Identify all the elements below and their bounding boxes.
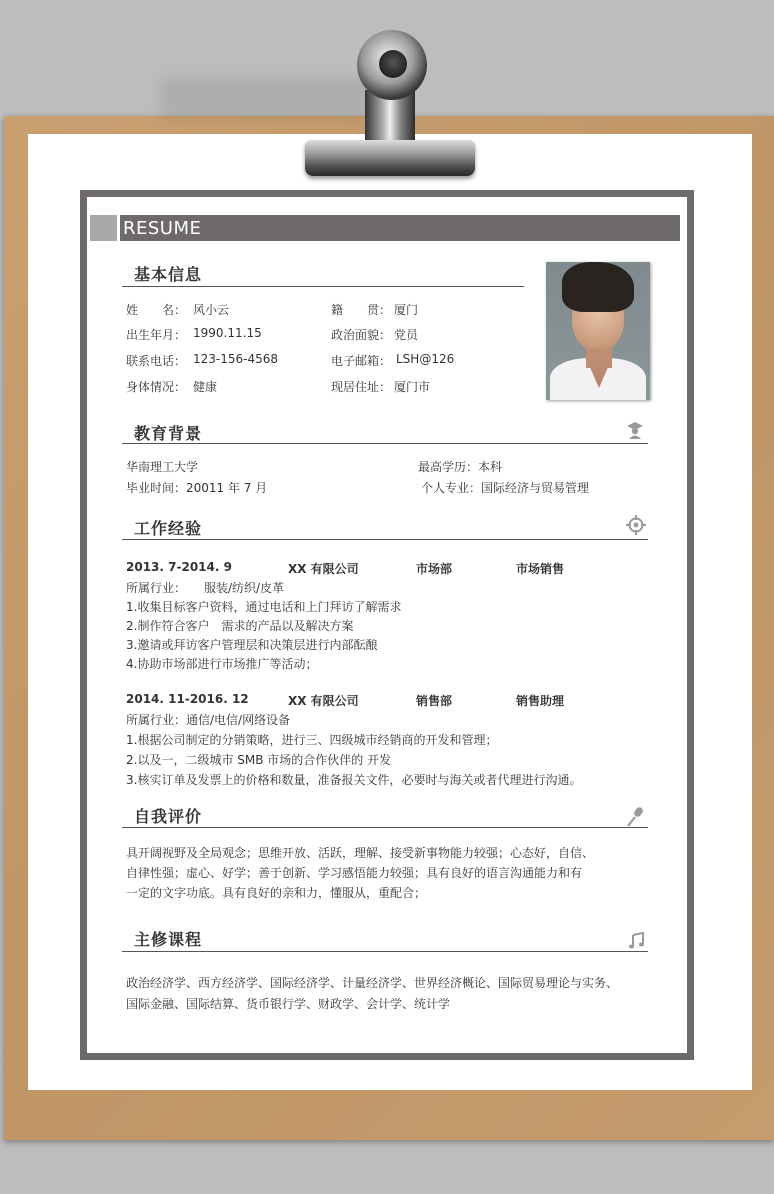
target-icon bbox=[626, 515, 646, 535]
basic-label: 电子邮箱： bbox=[331, 354, 392, 368]
section-line-basic bbox=[122, 286, 524, 287]
music-note-icon bbox=[628, 932, 646, 950]
basic-label: 身体情况： bbox=[126, 380, 187, 394]
job-duty: 1.收集目标客户资料，通过电话和上门拜访了解需求 bbox=[126, 600, 402, 614]
graduate-icon bbox=[626, 421, 644, 439]
basic-value: 风小云 bbox=[193, 303, 230, 317]
section-title-basic: 基本信息 bbox=[134, 265, 203, 284]
section-title-education: 教育背景 bbox=[134, 424, 203, 443]
resume-header bbox=[90, 215, 680, 241]
basic-value: 1990.11.15 bbox=[193, 326, 262, 340]
job-industry: 所属行业：通信/电信/网络设备 bbox=[126, 713, 291, 727]
job-role: 销售助理 bbox=[516, 694, 565, 708]
section-line-courses bbox=[122, 951, 648, 952]
edu-degree: 最高学历：本科 bbox=[418, 460, 503, 474]
basic-label: 政治面貌： bbox=[331, 328, 392, 342]
section-title-courses: 主修课程 bbox=[134, 930, 203, 949]
job-duty: 1.根据公司制定的分销策略，进行三、四级城市经销商的开发和管理； bbox=[126, 733, 498, 747]
basic-value: 厦门 bbox=[394, 303, 419, 317]
section-line-work bbox=[122, 539, 648, 540]
basic-label: 籍 贯： bbox=[331, 303, 392, 317]
section-line-education bbox=[122, 443, 648, 444]
job-duty: 3.邀请或拜访客户管理层和决策层进行内部酝酿 bbox=[126, 638, 378, 652]
courses-line: 政治经济学、西方经济学、国际经济学、计量经济学、世界经济概论、国际贸易理论与实务、 bbox=[126, 976, 619, 990]
self-eval-line: 具开阔视野及全局观念；思维开放、活跃，理解、接受新事物能力较强；心态好，自信、 bbox=[126, 846, 595, 860]
job-company: XX 有限公司 bbox=[288, 562, 359, 576]
portrait-photo bbox=[546, 262, 650, 400]
job-period: 2013. 7-2014. 9 bbox=[126, 560, 232, 574]
basic-value: 党员 bbox=[394, 328, 419, 342]
job-duty: 3.核实订单及发票上的价格和数量，准备报关文件，必要时与海关或者代理进行沟通。 bbox=[126, 773, 582, 787]
edu-major: 个人专业：国际经济与贸易管理 bbox=[421, 481, 590, 495]
header-square bbox=[90, 215, 117, 241]
job-duty: 4.协助市场部进行市场推广等活动； bbox=[126, 657, 318, 671]
job-period: 2014. 11-2016. 12 bbox=[126, 692, 249, 706]
self-eval-line: 一定的文字功底。具有良好的亲和力，懂服从，重配合； bbox=[126, 886, 427, 900]
basic-label: 现居住址： bbox=[331, 380, 392, 394]
basic-label: 姓 名： bbox=[126, 303, 187, 317]
edu-school: 华南理工大学 bbox=[126, 460, 199, 474]
microphone-icon bbox=[626, 806, 646, 828]
section-line-self-eval bbox=[122, 827, 648, 828]
basic-value: 123-156-4568 bbox=[193, 352, 279, 366]
basic-label: 出生年月： bbox=[126, 328, 187, 342]
basic-value: LSH@126 bbox=[396, 352, 455, 366]
edu-grad-date: 毕业时间：20011 年 7 月 bbox=[126, 481, 268, 495]
section-title-self-eval: 自我评价 bbox=[134, 807, 203, 826]
basic-value: 健康 bbox=[193, 380, 218, 394]
job-industry: 所属行业： 服装/纺织/皮革 bbox=[126, 581, 285, 595]
job-company: XX 有限公司 bbox=[288, 694, 359, 708]
basic-label: 联系电话： bbox=[126, 354, 187, 368]
job-duty: 2.制作符合客户 需求的产品以及解决方案 bbox=[126, 619, 354, 633]
job-dept: 销售部 bbox=[416, 694, 453, 708]
section-title-work: 工作经验 bbox=[134, 519, 203, 538]
job-dept: 市场部 bbox=[416, 562, 453, 576]
job-role: 市场销售 bbox=[516, 562, 565, 576]
self-eval-line: 自律性强；虚心、好学；善于创新、学习感悟能力较强；具有良好的语言沟通能力和有 bbox=[126, 866, 583, 880]
resume-title: RESUME bbox=[120, 215, 680, 241]
binder-clip bbox=[305, 30, 475, 176]
job-duty: 2.以及一，二级城市 SMB 市场的合作伙伴的 开发 bbox=[126, 753, 392, 767]
courses-line: 国际金融、国际结算、货币银行学、财政学、会计学、统计学 bbox=[126, 997, 451, 1011]
basic-value: 厦门市 bbox=[394, 380, 431, 394]
